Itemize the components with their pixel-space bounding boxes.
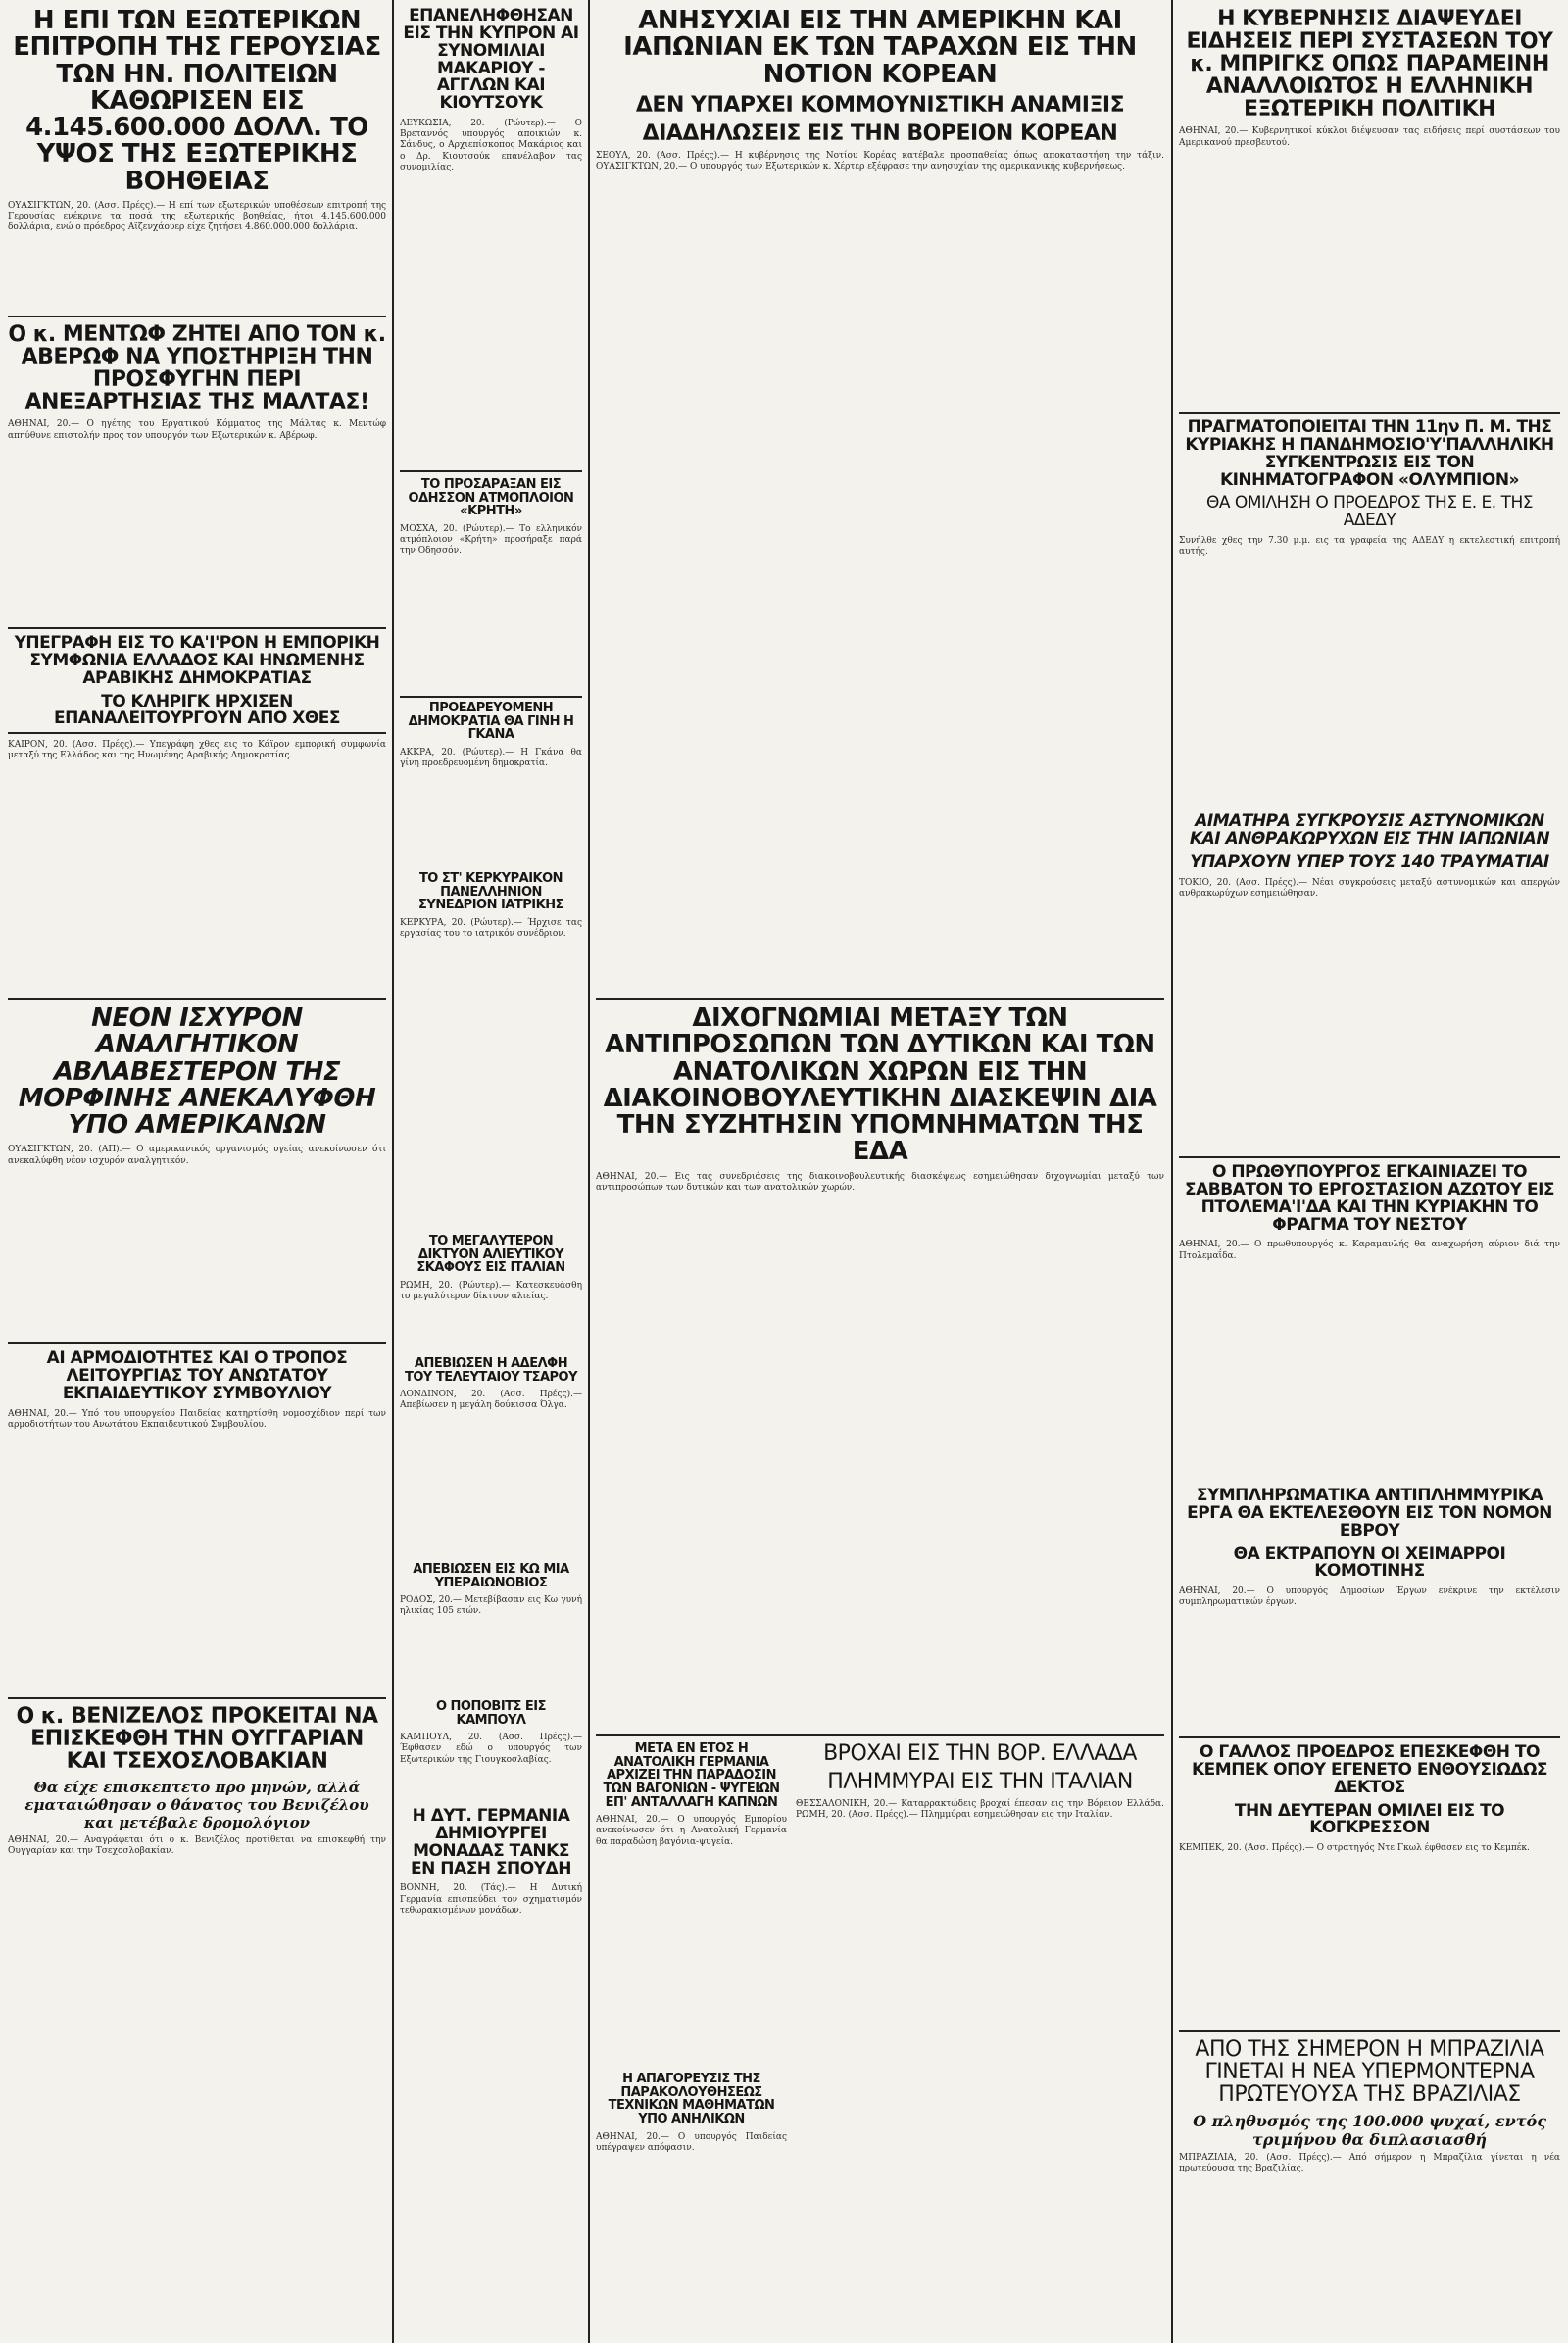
article-ship-kriti <box>400 478 582 694</box>
article-body: ΡΟΔΟΣ, 20.— Μετεβίβασαν εις Κω γυνή ηλικίας 105 ετών. <box>400 1595 582 1617</box>
headline: ΤΟ ΣΤ' ΚΕΡΚΥΡΑΙΚΟΝ ΠΑΝΕΛΛΗΝΙΟΝ ΣΥΝΕΔΡΙΟΝ ΙΑΤΡΙΚΗΣ <box>418 872 564 913</box>
headline: ΑΠΕΒΙΩΣΕΝ Η ΑΔΕΛΦΗ ΤΟΥ ΤΕΛΕΥΤΑΙΟΥ ΤΣΑΡΟΥ <box>404 1357 578 1385</box>
headline: ΠΡΟΕΔΡΕΥΟΜΕΝΗ ΔΗΜΟΚΡΑΤΙΑ ΘΑ ΓΙΝΗ Η ΓΚΑΝΑ <box>408 702 574 743</box>
subheadline: ΘΑ ΟΜΙΛΗΣΗ Ο ΠΡΟΕΔΡΟΣ ΤΗΣ Ε. Ε. ΤΗΣ ΑΔΕΔΥ <box>1206 493 1533 531</box>
article-popovic <box>400 1700 582 1798</box>
headline: Ο ΠΟΠΟΒΙΤΣ ΕΙΣ ΚΑΜΠΟΥΛ <box>435 1700 547 1728</box>
headline: ΥΠΕΓΡΑΦΗ ΕΙΣ ΤΟ ΚΑ'Ι'ΡΟΝ Η ΕΜΠΟΡΙΚΗ ΣΥΜΦΩΝΙΑ ΕΛΛΑΔΟΣ ΚΑΙ ΗΝΩΜΕΝΗΣ ΑΡΑΒΙΚΗΣ ΔΗΜΟΚΡΑΤΙΑΣ <box>14 635 380 688</box>
article-korea <box>596 8 1164 993</box>
headline: Η ΔΥΤ. ΓΕΡΜΑΝΙΑ ΔΗΜΙΟΥΡΓΕΙ ΜΟΝΑΔΑΣ ΤΑΝΚΣ ΕΝ ΠΑΣΗ ΣΠΟΥΔΗ <box>411 1808 571 1879</box>
article-ghana <box>400 702 582 863</box>
subheadline: ΠΛΗΜΜΥΡΑΙ ΕΙΣ ΤΗΝ ΙΤΑΛΙΑΝ <box>827 1770 1133 1795</box>
article-body: ΒΟΝΝΗ, 20. (Τάς).— Η Δυτική Γερμανία επισπεύδει τον σχηματισμόν τεθωρακισμένων μονάδων. <box>400 1883 582 1916</box>
article-japan-clashes <box>1179 813 1560 1151</box>
article-body: ΑΘΗΝΑΙ, 20.— Εις τας συνεδριάσεις της διακοινοβουλευτικής διασκέψεως εσημειώθησαν διχογνωμίαι μεταξύ των αντιπροσώπων των δυτικών και των ανατολικών χωρών. <box>596 1171 1164 1193</box>
article-centenarian <box>400 1563 582 1690</box>
headline: ΤΟ ΠΡΟΣΑΡΑΞΑΝ ΕΙΣ ΟΔΗΣΣΟΝ ΑΤΜΟΠΛΟΙΟΝ «ΚΡΗΤΗ» <box>408 478 574 519</box>
article-body: ΑΘΗΝΑΙ, 20.— Ο υπουργός Παιδείας υπέγραψεν απόφασιν. <box>596 2131 787 2153</box>
article-body: Συνήλθε χθες την 7.30 μ.μ. εις τα γραφεία της ΑΔΕΔΥ η εκτελεστική επιτροπή αυτής. <box>1179 536 1560 558</box>
article-malta <box>8 323 386 622</box>
subheadline: ΤΗΝ ΔΕΥΤΕΡΑΝ ΟΜΙΛΕΙ ΕΙΣ ΤΟ ΚΟΓΚΡΕΣΣΟΝ <box>1234 1800 1505 1838</box>
article-body: ΑΘΗΝΑΙ, 20.— Κυβερνητικοί κύκλοι διέψευσαν τας ειδήσεις περί συστάσεων του Αμερικανού πρεσβευτού. <box>1179 126 1560 148</box>
headline: ΔΙΧΟΓΝΩΜΙΑΙ ΜΕΤΑΞΥ ΤΩΝ ΑΝΤΙΠΡΟΣΩΠΩΝ ΤΩΝ ΔΥΤΙΚΩΝ ΚΑΙ ΤΩΝ ΑΝΑΤΟΛΙΚΩΝ ΧΩΡΩΝ ΕΙΣ ΤΗΝ ΔΙΑΚΟΙΝΟΒΟΥΛΕΥΤΙΚΗΝ ΔΙΑΣΚΕΨΙΝ ΔΙΑ ΤΗΝ ΣΥΖΗΤΗΣΙΝ ΥΠΟΜΝΗΜΑΤΩΝ ΤΗΣ ΕΔΑ <box>603 1005 1157 1167</box>
subheadline: ΔΕΝ ΥΠΑΡΧΕΙ ΚΟΜΜΟΥΝΙΣΤΙΚΗ ΑΝΑΜΙΞΙΣ <box>635 92 1125 118</box>
article-cyprus-talks <box>400 8 582 253</box>
article-body: ΚΑΜΠΟΥΛ, 20. (Ασσ. Πρέςς).— Έφθασεν εδώ ο υπουργός των Εξωτερικών της Γιουγκοσλαβίας. <box>400 1733 582 1765</box>
headline: ΑΝΗΣΥΧΙΑΙ ΕΙΣ ΤΗΝ ΑΜΕΡΙΚΗΝ ΚΑΙ ΙΑΠΩΝΙΑΝ ΕΚ ΤΩΝ ΤΑΡΑΧΩΝ ΕΙΣ ΤΗΝ ΝΟΤΙΟΝ ΚΟΡΕΑΝ <box>623 8 1137 89</box>
headline: Ο ΓΑΛΛΟΣ ΠΡΟΕΔΡΟΣ ΕΠΕΣΚΕΦΘΗ ΤΟ ΚΕΜΠΕΚ ΟΠΟΥ ΕΓΕΝΕΤΟ ΕΝΘΟΥΣΙΩΔΩΣ ΔΕΚΤΟΣ <box>1191 1744 1548 1797</box>
article-education-council <box>8 1350 386 1693</box>
article-prime-minister <box>1179 1164 1560 1488</box>
article-foreign-aid <box>8 8 386 312</box>
subheadline: Ο πληθυσμός της 100.000 ψυχαί, εντός τριμήνου θα διπλασιασθή <box>1193 2112 1546 2150</box>
headline: ΑΙ ΑΡΜΟΔΙΟΤΗΤΕΣ ΚΑΙ Ο ΤΡΟΠΟΣ ΛΕΙΤΟΥΡΓΙΑΣ ΤΟΥ ΑΝΩΤΑΤΟΥ ΕΚΠΑΙΔΕΥΤΙΚΟΥ ΣΥΜΒΟΥΛΙΟΥ <box>46 1350 348 1403</box>
article-body: ΑΘΗΝΑΙ, 20.— Υπό του υπουργείου Παιδείας κατηρτίσθη νομοσχέδιον περί των αρμοδιοτήτων του Ανωτάτου Εκπαιδευτικού Συμβουλίου. <box>8 1408 386 1430</box>
article-body: ΚΕΡΚΥΡΑ, 20. (Ρώυτερ).— Ήρχισε τας εργασίας του το ιατρικόν συνέδριον. <box>400 917 582 940</box>
article-body: ΑΚΚΡΑ, 20. (Ρώυτερ).— Η Γκάνα θα γίνη προεδρευομένη δημοκρατία. <box>400 747 582 769</box>
article-body: ΣΕΟΥΛ, 20. (Ασσ. Πρέςς).— Η κυβέρνησις της Νοτίου Κορέας κατέβαλε προσπαθείας όπως αποκαταστήση την τάξιν. ΟΥΑΣΙΓΚΤΩΝ, 20.— Ο υπουργός των Εξωτερικών κ. Χέρτερ εξέφρασε την ανησυχίαν της αμερικανικής κυβερνήσεως. <box>596 151 1164 172</box>
article-body: ΡΩΜΗ, 20. (Ρώυτερ).— Κατεσκευάσθη το μεγαλύτερον δίκτυον αλιείας. <box>400 1280 582 1302</box>
article-body: ΑΘΗΝΑΙ, 20.— Ο πρωθυπουργός κ. Καραμανλής θα αναχωρήση αύριον διά την Πτολεμαΐδα. <box>1179 1240 1560 1261</box>
article-de-gaulle-quebec <box>1179 1744 1560 2028</box>
subheadline: Θα είχε επισκεπτετο προ μηνών, αλλά εματαιώθησαν ο θάνατος του Βενιζέλου και μετέβαλε δρομολόγιον <box>24 1779 369 1832</box>
article-government-denial <box>1179 8 1560 410</box>
article-body: ΑΘΗΝΑΙ, 20.— Ο υπουργός Δημοσίων Έργων ενέκρινε την εκτέλεσιν συμπληρωματικών έργων. <box>1179 1586 1560 1608</box>
article-fishing-net <box>400 1235 582 1352</box>
column-rule-2 <box>588 0 590 2343</box>
headline: Ο ΠΡΩΘΥΠΟΥΡΓΟΣ ΕΓΚΑΙΝΙΑΖΕΙ ΤΟ ΣΑΒΒΑΤΟΝ ΤΟ ΕΡΓΟΣΤΑΣΙΟΝ ΑΖΩΤΟΥ ΕΙΣ ΠΤΟΛΕΜΑ'Ι'ΔΑ ΚΑΙ ΤΗΝ ΚΥΡΙΑΚΗΝ ΤΟ ΦΡΑΓΜΑ ΤΟΥ ΝΕΣΤΟΥ <box>1184 1164 1555 1235</box>
article-body: ΜΟΣΧΑ, 20. (Ρώυτερ).— Το ελληνικόν ατμόπλοιον «Κρήτη» προσήραξε παρά την Οδησσόν. <box>400 523 582 557</box>
headline: ΝΕΟΝ ΙΣΧΥΡΟΝ ΑΝΑΛΓΗΤΙΚΟΝ ΑΒΛΑΒΕΣΤΕΡΟΝ ΤΗΣ ΜΟΡΦΙΝΗΣ ΑΝΕΚΑΛΥΦΘΗ ΥΠΟ ΑΜΕΡΙΚΑΝΩΝ <box>18 1005 376 1141</box>
article-body: ΑΘΗΝΑΙ, 20.— Ο ηγέτης του Εργατικού Κόμματος της Μάλτας κ. Μεντώφ απηύθυνε επιστολήν προς τον υπουργόν των Εξωτερικών κ. Αβέρωφ. <box>8 419 386 441</box>
article-venizelos <box>8 1705 386 2332</box>
headline: ΣΥΜΠΛΗΡΩΜΑΤΙΚΑ ΑΝΤΙΠΛΗΜΜΥΡΙΚΑ ΕΡΓΑ ΘΑ ΕΚΤΕΛΕΣΘΟΥΝ ΕΙΣ ΤΟΝ ΝΟΜΟΝ ΕΒΡΟΥ <box>1187 1488 1552 1540</box>
headline: ΑΠΕΒΙΩΣΕΝ ΕΙΣ ΚΩ ΜΙΑ ΥΠΕΡΑΙΩΝΟΒΙΟΣ <box>413 1563 569 1590</box>
article-east-germany-wagons <box>596 1742 787 1899</box>
article-evros-works <box>1179 1488 1560 1733</box>
article-brasilia <box>1179 2038 1560 2337</box>
headline: Η ΑΠΑΓΟΡΕΥΣΙΣ ΤΗΣ ΠΑΡΑΚΟΛΟΥΘΗΣΕΩΣ ΤΕΧΝΙΚΩΝ ΜΑΘΗΜΑΤΩΝ ΥΠΟ ΑΝΗΛΙΚΩΝ <box>608 2073 775 2126</box>
subheadline: ΘΑ ΕΚΤΡΑΠΟΥΝ ΟΙ ΧΕΙΜΑΡΡΟΙ ΚΟΜΟΤΙΝΗΣ <box>1233 1543 1506 1582</box>
headline: Η ΚΥΒΕΡΝΗΣΙΣ ΔΙΑΨΕΥΔΕΙ ΕΙΔΗΣΕΙΣ ΠΕΡΙ ΣΥΣΤΑΣΕΩΝ ΤΟΥ κ. ΜΠΡΙΓΚΣ ΟΠΩΣ ΠΑΡΑΜΕΙΝΗ ΑΝΑΛΛΟΙΩΤΟΣ Η ΕΛΛΗΝΙΚΗ ΕΞΩΤΕΡΙΚΗ ΠΟΛΙΤΙΚΗ <box>1186 8 1553 122</box>
column-rule-3 <box>1171 0 1173 2343</box>
headline: ΑΙΜΑΤΗΡΑ ΣΥΓΚΡΟΥΣΙΣ ΑΣΤΥΝΟΜΙΚΩΝ ΚΑΙ ΑΝΘΡΑΚΩΡΥΧΩΝ ΕΙΣ ΤΗΝ ΙΑΠΩΝΙΑΝ <box>1189 813 1550 849</box>
article-interparliamentary <box>596 1005 1164 1417</box>
article-body: ΛΟΝΔΙΝΟΝ, 20. (Ασσ. Πρέςς).— Απεβίωσεν η μεγάλη δούκισσα Όλγα. <box>400 1390 582 1411</box>
article-body: ΘΕΣΣΑΛΟΝΙΚΗ, 20.— Καταρρακτώδεις βροχαί έπεσαν εις την Βόρειον Ελλάδα. ΡΩΜΗ, 20. (Ασσ. Πρέςς).— Πλημμύραι εσημειώθησαν εις την Ιταλίαν. <box>796 1799 1164 1821</box>
headline: ΤΟ ΜΕΓΑΛΥΤΕΡΟΝ ΔΙΚΤΥΟΝ ΑΛΙΕΥΤΙΚΟΥ ΣΚΑΦΟΥΣ ΕΙΣ ΙΤΑΛΙΑΝ <box>416 1235 565 1276</box>
headline: Ο κ. ΒΕΝΙΖΕΛΟΣ ΠΡΟΚΕΙΤΑΙ ΝΑ ΕΠΙΣΚΕΦΘΗ ΤΗΝ ΟΥΓΓΑΡΙΑΝ ΚΑΙ ΤΣΕΧΟΣΛΟΒΑΚΙΑΝ <box>16 1705 378 1775</box>
headline: ΕΠΑΝΕΛΗΦΘΗΣΑΝ ΕΙΣ ΤΗΝ ΚΥΠΡΟΝ ΑΙ ΣΥΝΟΜΙΛΙΑΙ ΜΑΚΑΡΙΟΥ - ΑΓΓΛΩΝ ΚΑΙ ΚΙΟΥΤΣΟΥΚ <box>403 8 579 114</box>
article-technical-lessons <box>596 2073 787 2337</box>
article-trade-agreement <box>8 635 386 993</box>
headline: Ο κ. ΜΕΝΤΩΦ ΖΗΤΕΙ ΑΠΟ ΤΟΝ κ. ΑΒΕΡΩΦ ΝΑ ΥΠΟΣΤΗΡΙΞΗ ΤΗΝ ΠΡΟΣΦΥΓΗΝ ΠΕΡΙ ΑΝΕΞΑΡΤΗΣΙΑΣ ΤΗΣ ΜΑΛΤΑΣ! <box>8 323 386 415</box>
article-tsar-sister <box>400 1357 582 1553</box>
article-germany-tanks <box>400 1808 582 2337</box>
headline: Η ΕΠΙ ΤΩΝ ΕΞΩΤΕΡΙΚΩΝ ΕΠΙΤΡΟΠΗ ΤΗΣ ΓΕΡΟΥΣΙΑΣ ΤΩΝ ΗΝ. ΠΟΛΙΤΕΙΩΝ ΚΑΘΩΡΙΣΕΝ ΕΙΣ 4.145.600.000 ΔΟΛΛ. ΤΟ ΥΨΟΣ ΤΗΣ ΕΞΩΤΕΡΙΚΗΣ ΒΟΗΘΕΙΑΣ <box>13 8 381 196</box>
article-body: ΜΠΡΑΖΙΛΙΑ, 20. (Ασσ. Πρέςς).— Από σήμερον η Μπραζίλια γίνεται η νέα πρωτεύουσα της Βραζιλίας. <box>1179 2153 1560 2174</box>
article-rains-floods <box>796 1742 1164 2330</box>
article-body: ΛΕΥΚΩΣΙΑ, 20. (Ρώυτερ).— Ο Βρεταννός υπουργός αποικιών κ. Σάνδυς, ο Αρχιεπίσκοπος Μακάριος και ο Δρ. Κιουτσούκ επανέλαβον τας συνομιλίας. <box>400 119 582 172</box>
headline: ΜΕΤΑ ΕΝ ΕΤΟΣ Η ΑΝΑΤΟΛΙΚΗ ΓΕΡΜΑΝΙΑ ΑΡΧΙΖΕΙ ΤΗΝ ΠΑΡΑΔΟΣΙΝ ΤΩΝ ΒΑΓΟΝΙΩΝ - ΨΥΓΕΙΩΝ ΕΠ' ΑΝΤΑΛΛΑΓΗ ΚΑΠΝΩΝ <box>603 1742 780 1810</box>
subheadline-2: ΔΙΑΔΗΛΩΣΕΙΣ ΕΙΣ ΤΗΝ ΒΟΡΕΙΟΝ ΚΟΡΕΑΝ <box>642 121 1118 146</box>
article-body: ΟΥΑΣΙΓΚΤΩΝ, 20. (ΑΠ).— Ο αμερικανικός οργανισμός υγείας ανεκοίνωσεν ότι ανεκαλύφθη νέον ισχυρόν αναλγητικόν. <box>8 1145 386 1166</box>
subheadline: ΤΟ ΚΛΗΡΙΓΚ ΗΡΧΙΣΕΝ ΕΠΑΝΑΛΕΙΤΟΥΡΓΟΥΝ ΑΠΟ ΧΘΕΣ <box>8 694 386 735</box>
article-adedy-rally <box>1179 419 1560 811</box>
article-body: ΑΘΗΝΑΙ, 20.— Αναγράφεται ότι ο κ. Βενιζέλος προτίθεται να επισκεφθή την Ουγγαρίαν και την Τσεχοσλοβακίαν. <box>8 1835 386 1857</box>
subheadline: ΥΠΑΡΧΟΥΝ ΥΠΕΡ ΤΟΥΣ 140 ΤΡΑΥΜΑΤΙΑΙ <box>1190 852 1549 872</box>
article-body: ΑΘΗΝΑΙ, 20.— Ο υπουργός Εμπορίου ανεκοίνωσεν ότι η Ανατολική Γερμανία θα παραδώση βαγόνια-ψυγεία. <box>596 1815 787 1847</box>
headline: ΒΡΟΧΑΙ ΕΙΣ ΤΗΝ ΒΟΡ. ΕΛΛΑΔΑ <box>823 1742 1137 1766</box>
article-analgesic <box>8 1005 386 1339</box>
article-medical-congress <box>400 872 582 1137</box>
article-body: ΟΥΑΣΙΓΚΤΩΝ, 20. (Ασσ. Πρέςς).— Η επί των εξωτερικών υποθέσεων επιτροπή της Γερουσίας ενέκρινε τα ποσά της εξωτερικής βοηθείας, ήτοι 4.145.600.000 δολλάρια, ενώ ο πρόεδρος Αϊζενχάουερ είχε ζητήσει 4.860.000.000 δολλάρια. <box>8 201 386 233</box>
article-body: ΚΕΜΠΕΚ, 20. (Ασσ. Πρέςς).— Ο στρατηγός Ντε Γκωλ έφθασεν εις το Κεμπέκ. <box>1179 1843 1530 1854</box>
article-body: ΤΟΚΙΟ, 20. (Ασσ. Πρέςς).— Νέαι συγκρούσεις μεταξύ αστυνομικών και απεργών ανθρακωρύχων εσημειώθησαν. <box>1179 877 1560 899</box>
article-body: ΚΑΙΡΟΝ, 20. (Ασσ. Πρέςς).— Υπεγράφη χθες εις το Κάϊρον εμπορική συμφωνία μεταξύ της Ελλάδος και της Ηνωμένης Αραβικής Δημοκρατίας. <box>8 740 386 761</box>
headline: ΠΡΑΓΜΑΤΟΠΟΙΕΙΤΑΙ ΤΗΝ 11ην Π. Μ. ΤΗΣ ΚΥΡΙΑΚΗΣ Η ΠΑΝΔΗΜΟΣΙΟ'Υ'ΠΑΛΛΗΛΙΚΗ ΣΥΓΚΕΝΤΡΩΣΙΣ ΕΙΣ ΤΟΝ ΚΙΝΗΜΑΤΟΓΡΑΦΟΝ «ΟΛΥΜΠΙΟΝ» <box>1185 419 1554 490</box>
column-rule-1 <box>392 0 394 2343</box>
headline: ΑΠΟ ΤΗΣ ΣΗΜΕΡΟΝ Η ΜΠΡΑΖΙΛΙΑ ΓΙΝΕΤΑΙ Η ΝΕΑ ΥΠΕΡΜΟΝΤΕΡΝΑ ΠΡΩΤΕΥΟΥΣΑ ΤΗΣ ΒΡΑΖΙΛΙΑΣ <box>1195 2038 1544 2108</box>
